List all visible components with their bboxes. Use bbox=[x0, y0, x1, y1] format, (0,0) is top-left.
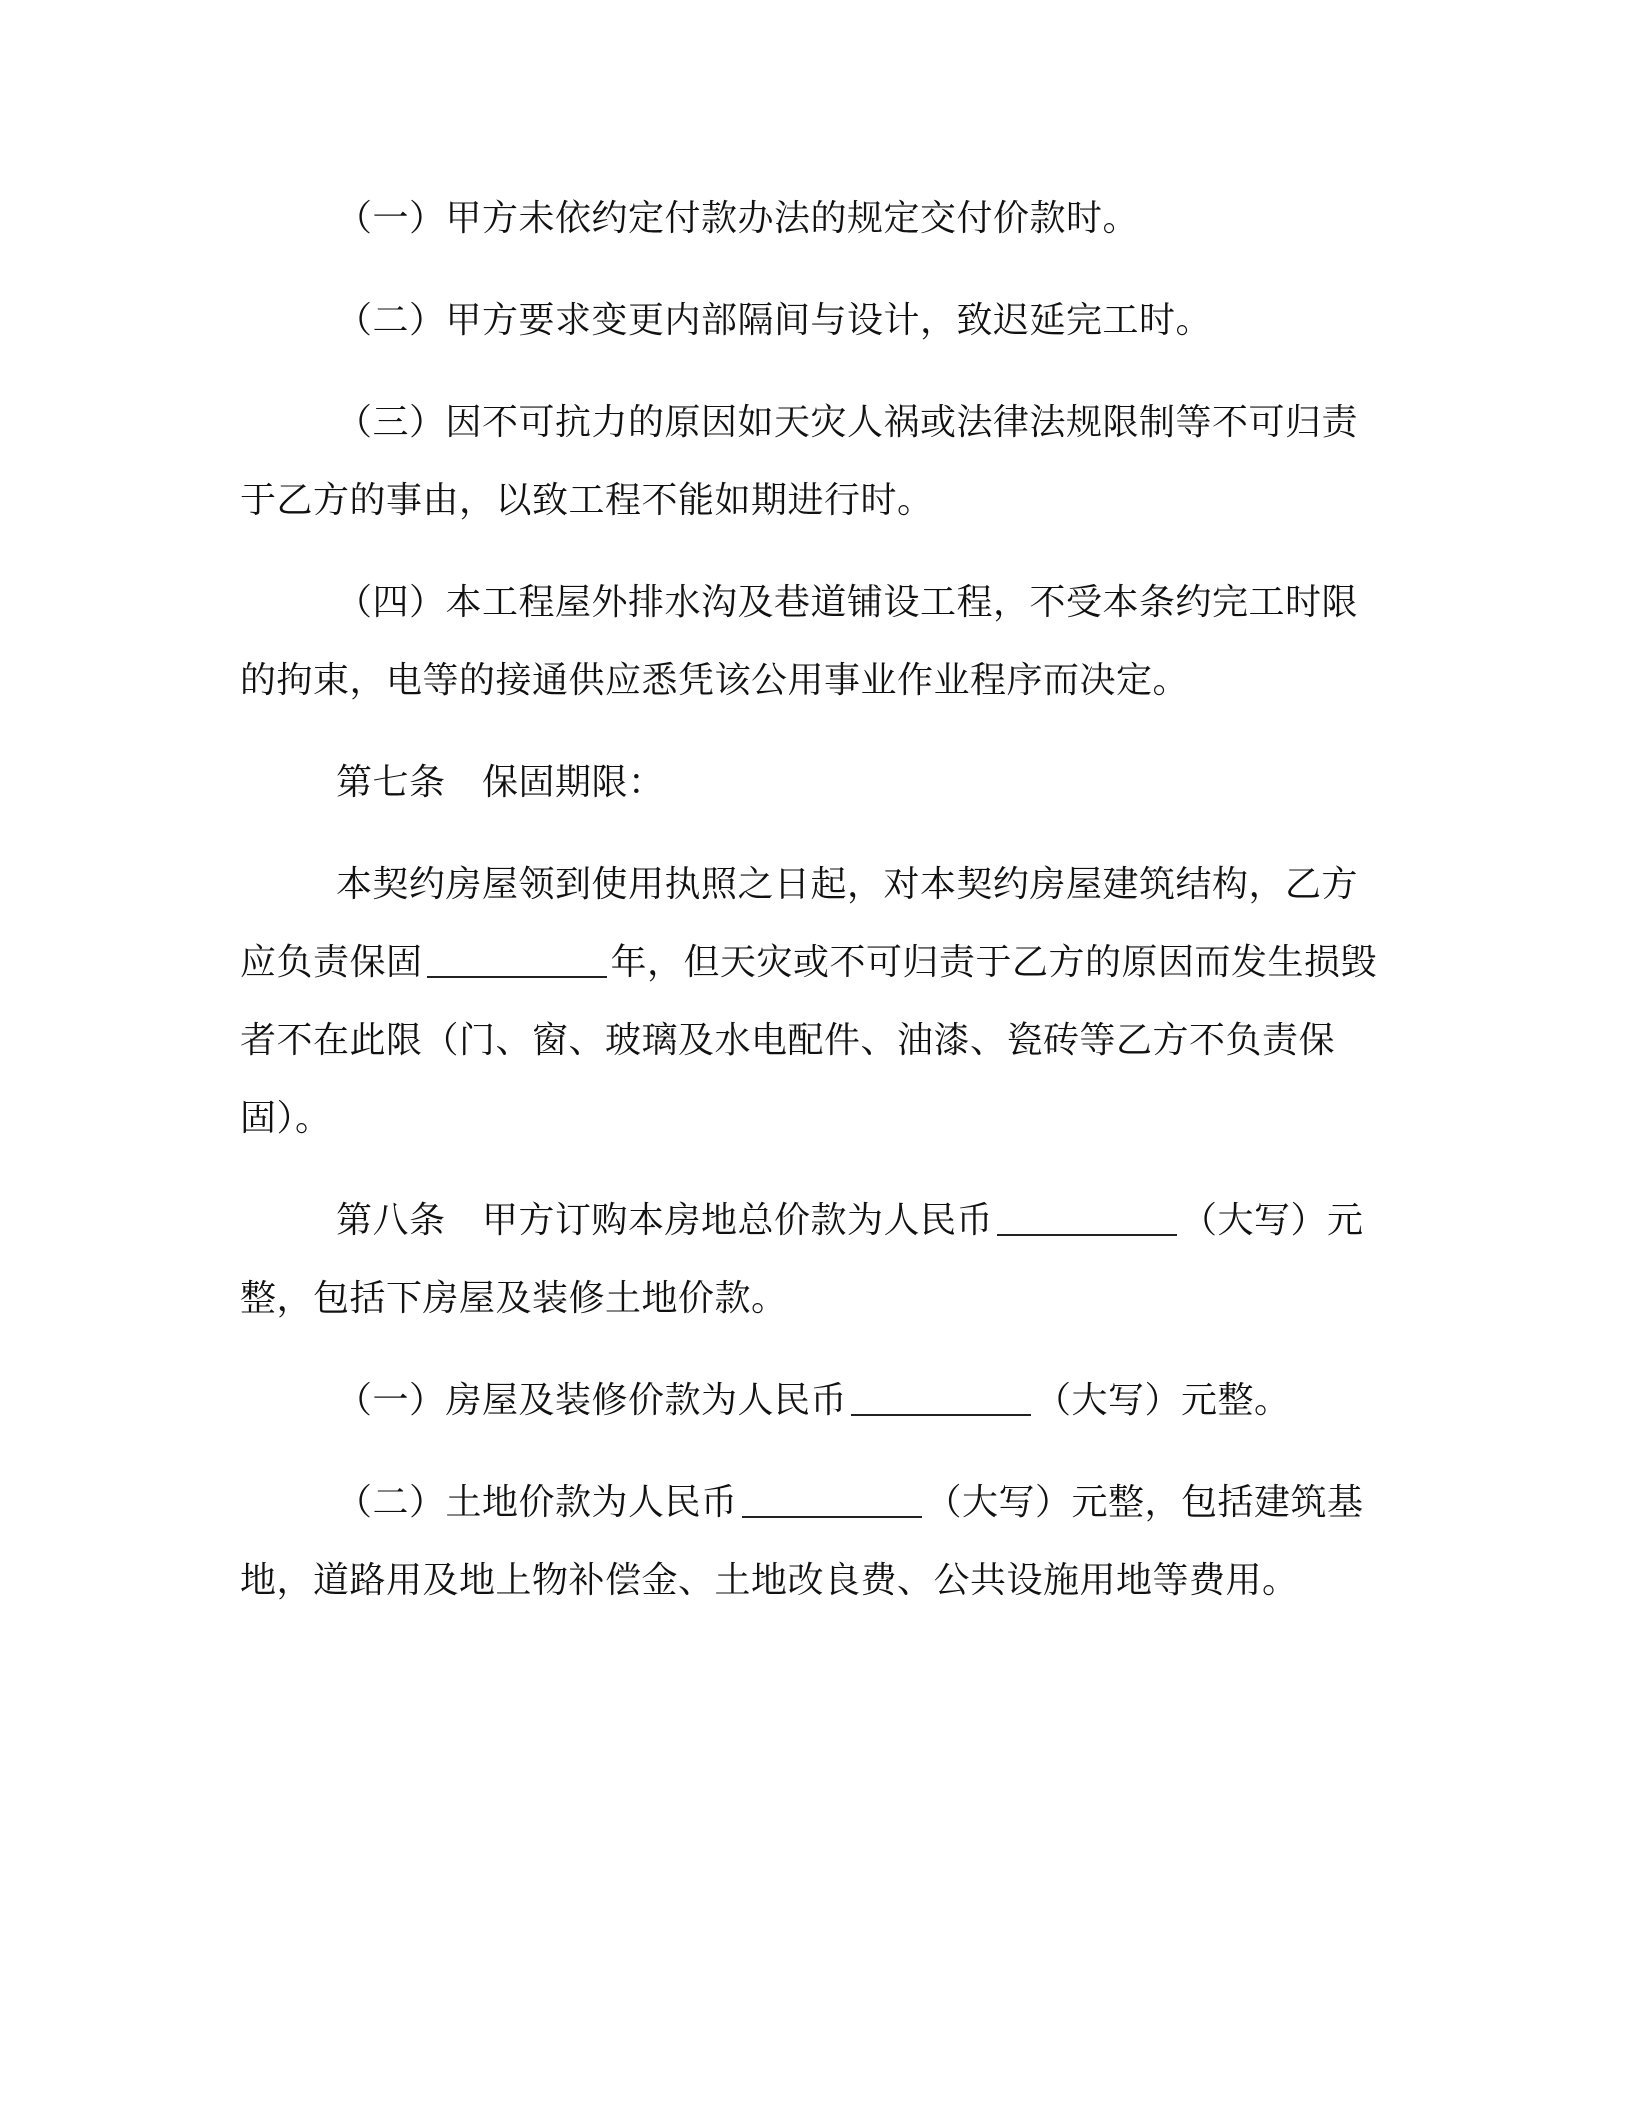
paragraph-text: 第八条 甲方订购本房地总价款为人民币 bbox=[336, 1200, 994, 1241]
clause-8-body bbox=[240, 1182, 1390, 1338]
paragraph-text: （二）甲方要求变更内部隔间与设计，致迟延完工时。 bbox=[336, 300, 1213, 341]
paragraph-text: （大写）元整。 bbox=[1035, 1380, 1291, 1421]
clause-7-body bbox=[240, 846, 1390, 1158]
fill-in-blank[interactable] bbox=[742, 1486, 922, 1518]
clause-6-item-3 bbox=[240, 384, 1390, 540]
paragraph-text: 年，但天灾或不可归责于乙方的原因而发生损毁者不在此限（门、窗、玻璃及水电配件、油漆、瓷砖等乙方不负责保固）。 bbox=[240, 942, 1378, 1139]
clause-8-item-1 bbox=[240, 1362, 1390, 1440]
paragraph-text: （大写）元整，包括下房屋及装修土地价款。 bbox=[240, 1200, 1364, 1319]
clause-6-item-4 bbox=[240, 564, 1390, 720]
section-heading: 第七条 保固期限： bbox=[336, 762, 665, 803]
fill-in-blank[interactable] bbox=[427, 946, 607, 978]
fill-in-blank[interactable] bbox=[851, 1384, 1031, 1416]
paragraph-text: （三）因不可抗力的原因如天灾人祸或法律法规限制等不可归责于乙方的事由，以致工程不能如期进行时。 bbox=[240, 402, 1359, 521]
paragraph-text: （二）土地价款为人民币 bbox=[336, 1482, 738, 1523]
clause-8-item-2 bbox=[240, 1464, 1390, 1620]
fill-in-blank[interactable] bbox=[997, 1204, 1177, 1236]
paragraph-text: 本契约房屋领到使用执照之日起，对本契约房屋建筑结构，乙方应负责保固 bbox=[240, 864, 1359, 983]
clause-6-item-2 bbox=[240, 282, 1390, 360]
paragraph-text: （一）房屋及装修价款为人民币 bbox=[336, 1380, 848, 1421]
paragraph-text: （大写）元整，包括建筑基地，道路用及地上物补偿金、土地改良费、公共设施用地等费用。 bbox=[240, 1482, 1364, 1601]
paragraph-text: （四）本工程屋外排水沟及巷道铺设工程，不受本条约完工时限的拘束，电等的接通供应悉凭该公用事业作业程序而决定。 bbox=[240, 582, 1359, 701]
paragraph-text: （一）甲方未依约定付款办法的规定交付价款时。 bbox=[336, 198, 1140, 239]
clause-6-item-1 bbox=[240, 180, 1390, 258]
clause-7-heading bbox=[240, 744, 1390, 822]
